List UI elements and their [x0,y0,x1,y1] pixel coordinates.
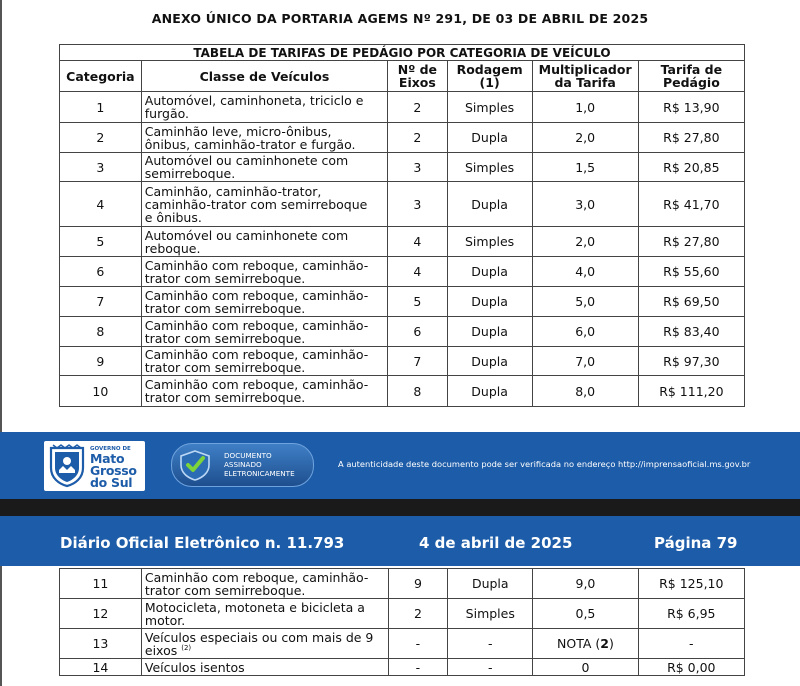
journal-title: Diário Oficial Eletrônico n. 11.793 [60,534,345,552]
tariff-table [59,44,745,407]
cell-rodagem: Simples [447,92,532,123]
classe-line: Veículos especiais ou com mais de 9 [144,629,374,645]
cell-rodagem: - [448,659,533,676]
cell-multiplicador: 1,0 [532,92,638,123]
cell-multiplicador [533,629,638,659]
cell-rodagem: Simples [447,153,532,182]
cell-multiplicador: 7,0 [532,347,638,376]
header-mult-line1: Multiplicador [538,62,632,77]
badge-line1: DOCUMENTO [224,451,272,460]
cell-classe [141,659,388,676]
cell-tarifa: R$ 0,00 [638,659,744,676]
cell-eixos: 3 [388,153,447,182]
cell-multiplicador: 4,0 [532,257,638,287]
mult-text: 0 [581,659,590,675]
classe-line: Automóvel, caminhoneta, triciclo e [144,93,364,108]
classe-line: Caminhão com reboque, caminhão- [144,569,369,585]
cell-classe [141,182,387,227]
cell-multiplicador: 8,0 [532,376,638,407]
gov-label-line2: Grosso [90,463,137,478]
classe-line: caminhão-trator com semirreboque [144,196,368,212]
cell-rodagem: Dupla [447,257,532,287]
header-mult-line2: da Tarifa [554,75,616,90]
classe-line: motor. [144,612,186,628]
cell-categoria: 3 [60,153,142,182]
cell-rodagem: Dupla [448,569,533,599]
cell-categoria: 8 [60,317,142,347]
table-row [60,317,745,347]
classe-line: Automóvel ou caminhonete com [144,227,349,243]
header-eixos [388,61,447,92]
cell-categoria: 5 [60,227,142,257]
classe-line: Caminhão leve, micro-ônibus, [144,123,332,139]
cell-multiplicador: 3,0 [532,182,638,227]
header-tarifa-line2: Pedágio [662,75,720,90]
cell-eixos: - [388,659,448,676]
cell-multiplicador: 2,0 [532,227,638,257]
classe-line: Automóvel ou caminhonete com [144,153,349,168]
gov-label-big [90,453,137,489]
journal-date: 4 de abril de 2025 [419,534,573,552]
header-classe: Classe de Veículos [141,61,387,92]
cell-classe [141,347,387,376]
table-row [60,569,745,599]
cell-tarifa: R$ 6,95 [638,599,744,629]
cell-tarifa: R$ 69,50 [638,287,744,317]
table-row [60,182,745,227]
classe-line: Motocicleta, motoneta e bicicleta a [144,599,365,615]
cell-tarifa: R$ 13,90 [638,92,744,123]
badge-text [224,451,295,478]
classe-line: trator com semirreboque. [144,360,306,375]
cell-classe [141,569,388,599]
classe-line: trator com semirreboque. [144,582,306,598]
table-row [60,659,745,676]
header-eixos-line2: Eixos [398,75,436,90]
cell-categoria: 1 [60,92,142,123]
cell-classe [141,227,387,257]
cell-tarifa: - [638,629,744,659]
cell-rodagem: Dupla [447,347,532,376]
cell-categoria: 4 [60,182,142,227]
cell-rodagem: Simples [448,599,533,629]
header-rodagem-line1: Rodagem [456,62,523,77]
classe-line: Caminhão, caminhão-trator, [144,183,322,199]
cell-categoria: 6 [60,257,142,287]
table-row [60,599,745,629]
page-separator [0,499,800,516]
cell-eixos: - [388,629,448,659]
mult-note-ref: 2 [600,636,609,651]
cell-rodagem: Dupla [447,317,532,347]
cell-categoria: 11 [60,569,142,599]
cell-multiplicador: 2,0 [532,123,638,153]
header-tarifa-line1: Tarifa de [660,62,723,77]
table-row [60,287,745,317]
cell-multiplicador [533,659,638,676]
cell-eixos: 6 [388,317,447,347]
classe-line: Caminhão com reboque, caminhão- [144,257,369,273]
cell-multiplicador [533,569,638,599]
cell-categoria: 13 [60,629,142,659]
gov-label-line3: do Sul [90,475,133,490]
cell-classe [141,629,388,659]
cell-categoria: 12 [60,599,142,629]
page-left-edge [0,0,2,686]
tariff-table-continued [59,568,745,676]
cell-tarifa: R$ 125,10 [638,569,744,599]
classe-line: Veículos isentos [144,659,245,675]
government-logo [44,441,145,491]
authenticity-notice: A autenticidade deste documento pode ser verificada no endereço http://imprensaoficial.ms.gov.br [338,459,751,469]
classe-line: trator com semirreboque. [144,330,306,346]
cell-multiplicador: 6,0 [532,317,638,347]
table-caption-row [60,45,745,61]
header-rodagem [447,61,532,92]
cell-classe [141,599,388,629]
table-row [60,227,745,257]
table-row [60,257,745,287]
document-title: ANEXO ÚNICO DA PORTARIA AGEMS Nº 291, DE 03 DE ABRIL DE 2025 [151,11,649,26]
gov-label-line1: Mato [90,451,125,466]
cell-rodagem: Dupla [447,287,532,317]
cell-eixos: 4 [388,227,447,257]
cell-categoria: 2 [60,123,142,153]
classe-line: trator com semirreboque. [144,270,306,286]
cell-categoria: 9 [60,347,142,376]
cell-eixos: 2 [388,123,447,153]
cell-tarifa: R$ 41,70 [638,182,744,227]
cell-classe [141,257,387,287]
cell-eixos: 5 [388,287,447,317]
classe-line: Caminhão com reboque, caminhão- [144,317,369,333]
header-multiplicador [532,61,638,92]
cell-multiplicador: 1,5 [532,153,638,182]
table-row [60,347,745,376]
shield-check-icon [178,449,212,481]
classe-line: eixos [144,642,178,658]
mult-text: 9,0 [575,576,596,591]
table-row [60,123,745,153]
journal-page-number: Página 79 [654,534,738,552]
header-eixos-line1: Nº de [397,62,438,77]
gov-label-small-line1: GOVERNO DE [90,446,131,452]
cell-eixos: 2 [388,92,447,123]
cell-classe [141,376,387,407]
cell-rodagem: - [448,629,533,659]
classe-line: furgão. [144,106,190,121]
classe-line: Caminhão com reboque, caminhão- [144,377,369,392]
cell-tarifa: R$ 55,60 [638,257,744,287]
cell-eixos: 3 [388,182,447,227]
cell-classe [141,153,387,182]
table-header-row [60,61,745,92]
badge-line3: ELETRONICAMENTE [224,469,295,478]
table-row [60,92,745,123]
cell-tarifa: R$ 20,85 [638,153,744,182]
cell-eixos: 2 [388,599,448,629]
table-caption: TABELA DE TARIFAS DE PEDÁGIO POR CATEGORIA DE VEÍCULO [60,45,745,61]
cell-multiplicador [533,599,638,629]
cell-eixos: 4 [388,257,447,287]
state-emblem-icon [47,444,87,488]
cell-categoria: 7 [60,287,142,317]
cell-eixos: 7 [388,347,447,376]
cell-tarifa: R$ 27,80 [638,227,744,257]
table-row [60,629,745,659]
classe-line: trator com semirreboque. [144,390,306,405]
badge-line2: ASSINADO [224,460,262,469]
cell-tarifa: R$ 111,20 [638,376,744,407]
mult-text: 0,5 [575,606,596,621]
cell-classe [141,92,387,123]
mult-note-close: ) [608,636,614,651]
cell-rodagem: Simples [447,227,532,257]
cell-categoria: 14 [60,659,142,676]
footnote-ref: (2) [181,643,192,652]
classe-line: Caminhão com reboque, caminhão- [144,287,369,303]
cell-rodagem: Dupla [447,123,532,153]
table-row [60,376,745,407]
cell-eixos: 9 [388,569,448,599]
cell-tarifa: R$ 83,40 [638,317,744,347]
cell-tarifa: R$ 97,30 [638,347,744,376]
header-categoria: Categoria [60,61,142,92]
classe-line: trator com semirreboque. [144,300,306,316]
cell-rodagem: Dupla [447,376,532,407]
journal-header [0,516,800,566]
cell-classe [141,317,387,347]
table-row [60,153,745,182]
classe-line: ônibus, caminhão-trator e furgão. [144,136,356,152]
classe-line: e ônibus. [144,209,202,225]
cell-classe [141,287,387,317]
footer-band [0,432,800,499]
cell-multiplicador: 5,0 [532,287,638,317]
header-tarifa [638,61,744,92]
cell-categoria: 10 [60,376,142,407]
cell-rodagem: Dupla [447,182,532,227]
classe-line: semirreboque. [144,166,236,181]
cell-eixos: 8 [388,376,447,407]
mult-text: NOTA ( [557,636,601,651]
signed-document-badge [171,443,314,487]
cell-classe [141,123,387,153]
classe-line: Caminhão com reboque, caminhão- [144,347,369,362]
header-rodagem-line2: (1) [479,75,500,90]
cell-tarifa: R$ 27,80 [638,123,744,153]
classe-line: reboque. [144,240,201,256]
